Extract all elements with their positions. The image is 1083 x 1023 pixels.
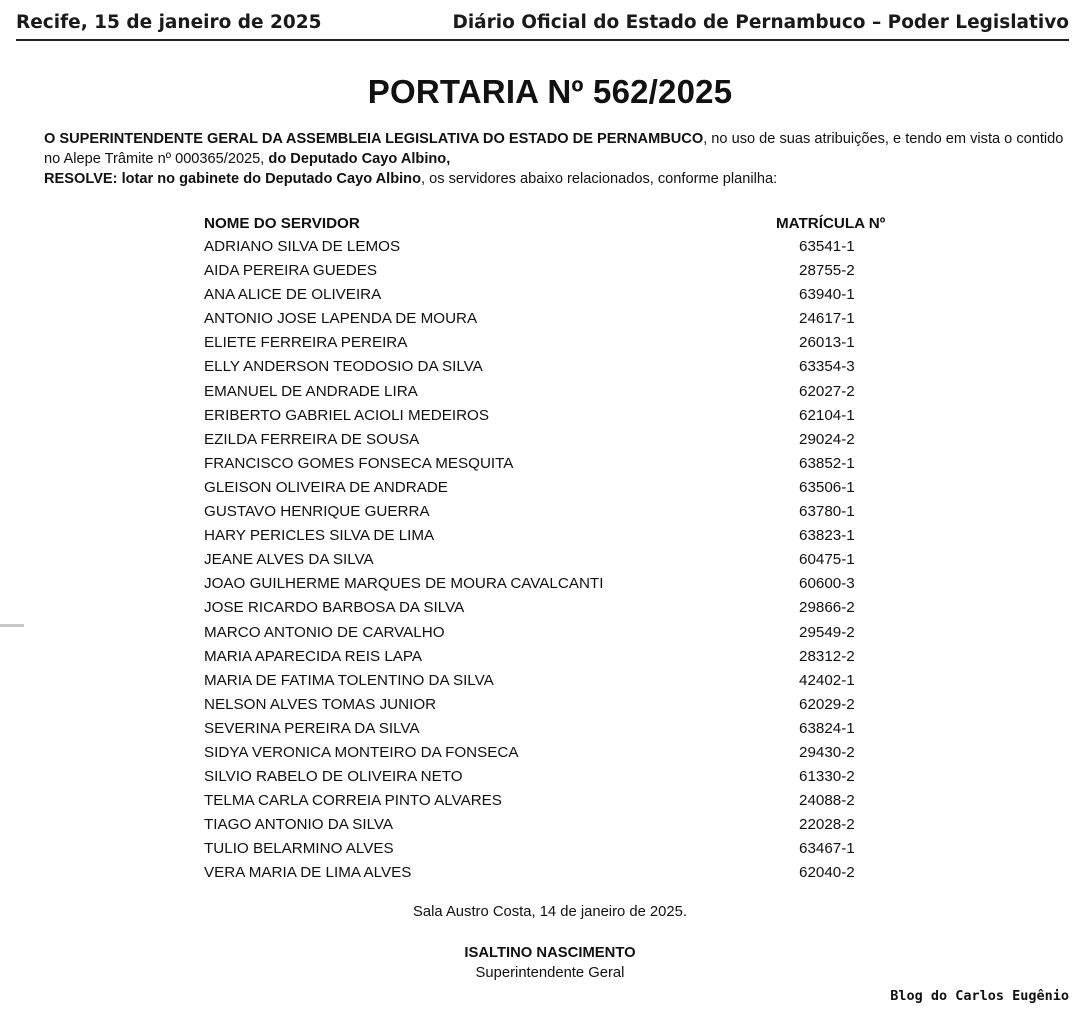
table-row [204, 548, 939, 572]
server-name: GLEISON OLIVEIRA DE ANDRADE [204, 478, 448, 496]
server-registration: 63506-1 [799, 478, 855, 496]
place-date: Sala Austro Costa, 14 de janeiro de 2025. [413, 904, 687, 920]
server-registration: 24088-2 [799, 792, 855, 810]
table-row [204, 837, 939, 861]
server-registration: 28755-2 [799, 262, 855, 280]
server-name: MARIA APARECIDA REIS LAPA [204, 647, 423, 665]
blog-watermark: Blog do Carlos Eugênio [890, 988, 1069, 1004]
server-registration: 62104-1 [799, 406, 855, 424]
table-row [204, 428, 939, 452]
server-registration: 42402-1 [799, 671, 855, 689]
server-name: AIDA PEREIRA GUEDES [204, 262, 378, 280]
server-name: VERA MARIA DE LIMA ALVES [204, 864, 412, 882]
intro-resolve: RESOLVE: lotar no gabinete do Deputado Cayo Albino [44, 171, 422, 187]
document-title: PORTARIA Nº 562/2025 [367, 73, 733, 110]
table-row [204, 789, 939, 813]
server-registration: 63824-1 [799, 719, 855, 737]
margin-mark [0, 624, 24, 627]
server-name: GUSTAVO HENRIQUE GUERRA [204, 503, 430, 521]
server-name: TULIO BELARMINO ALVES [204, 840, 394, 858]
table-body [204, 235, 939, 886]
table-row [204, 765, 939, 789]
column-header-registration: MATRÍCULA Nº [776, 215, 886, 232]
server-name: ANTONIO JOSE LAPENDA DE MOURA [204, 310, 478, 328]
table-row [204, 307, 939, 331]
table-row [204, 476, 939, 500]
server-registration: 63541-1 [799, 238, 855, 255]
table-row [204, 621, 939, 645]
intro-authority: O SUPERINTENDENTE GERAL DA ASSEMBLEIA LEGISLATIVA DO ESTADO DE PERNAMBUCO [44, 131, 704, 147]
server-name: FRANCISCO GOMES FONSECA MESQUITA [204, 454, 514, 472]
table-row [204, 380, 939, 404]
server-registration: 24617-1 [799, 310, 855, 328]
server-name: ADRIANO SILVA DE LEMOS [204, 238, 401, 255]
header-publication: Diário Oficial do Estado de Pernambuco – Poder Legislativo [452, 12, 1069, 33]
server-name: MARIA DE FATIMA TOLENTINO DA SILVA [204, 671, 494, 689]
table-row [204, 741, 939, 765]
server-name: ELIETE FERREIRA PEREIRA [204, 334, 408, 352]
server-name: ANA ALICE DE OLIVEIRA [204, 286, 382, 304]
server-name: MARCO ANTONIO DE CARVALHO [204, 623, 445, 641]
signer-role: Superintendente Geral [475, 965, 625, 981]
server-name: NELSON ALVES TOMAS JUNIOR [204, 695, 437, 713]
server-registration: 29430-2 [799, 743, 855, 761]
server-registration: 29024-2 [799, 430, 855, 448]
server-registration: 62029-2 [799, 695, 855, 713]
server-name: ELLY ANDERSON TEODOSIO DA SILVA [204, 358, 483, 376]
intro-text-1: , no uso de suas atribuições, e tendo em vista o contido no Alepe Trâmite nº 000365/2025, [44, 131, 1064, 167]
table-row [204, 259, 939, 283]
server-registration: 29549-2 [799, 623, 855, 641]
table-row [204, 283, 939, 307]
servers-table [204, 213, 939, 886]
server-name: JOAO GUILHERME MARQUES DE MOURA CAVALCANTI [204, 575, 604, 593]
table-row [204, 331, 939, 355]
table-row [204, 813, 939, 837]
server-registration: 62040-2 [799, 864, 855, 882]
server-registration: 61330-2 [799, 768, 855, 786]
server-registration: 63354-3 [799, 358, 855, 376]
table-row [204, 861, 939, 885]
server-registration: 29866-2 [799, 599, 855, 617]
table-row [204, 717, 939, 741]
servers-table-wrapper [204, 213, 939, 886]
header-date: Recife, 15 de janeiro de 2025 [16, 12, 322, 33]
table-row [204, 645, 939, 669]
table-row [204, 693, 939, 717]
table-row [204, 235, 939, 259]
table-row [204, 355, 939, 379]
server-registration: 60475-1 [799, 551, 855, 569]
server-name: JEANE ALVES DA SILVA [204, 551, 374, 569]
table-row [204, 500, 939, 524]
server-registration: 62027-2 [799, 382, 855, 400]
page-header [16, 10, 1069, 41]
server-name: TELMA CARLA CORREIA PINTO ALVARES [204, 792, 502, 810]
server-registration: 28312-2 [799, 647, 855, 665]
server-name: EMANUEL DE ANDRADE LIRA [204, 382, 418, 400]
server-registration: 22028-2 [799, 816, 855, 834]
server-name: SIDYA VERONICA MONTEIRO DA FONSECA [204, 743, 519, 761]
server-registration: 63780-1 [799, 503, 855, 521]
table-row [204, 669, 939, 693]
server-name: TIAGO ANTONIO DA SILVA [204, 816, 394, 834]
intro-deputy: do Deputado Cayo Albino, [268, 151, 451, 167]
server-registration: 63467-1 [799, 840, 855, 858]
server-name: SEVERINA PEREIRA DA SILVA [204, 719, 420, 737]
server-name: ERIBERTO GABRIEL ACIOLI MEDEIROS [204, 406, 489, 424]
intro-paragraph [44, 129, 1064, 189]
table-row [204, 524, 939, 548]
table-row [204, 404, 939, 428]
server-name: SILVIO RABELO DE OLIVEIRA NETO [204, 768, 463, 786]
table-row [204, 596, 939, 620]
server-name: HARY PERICLES SILVA DE LIMA [204, 527, 435, 545]
signer-name: ISALTINO NASCIMENTO [464, 945, 636, 961]
table-header-row [204, 213, 939, 235]
server-registration: 63852-1 [799, 454, 855, 472]
server-registration: 63940-1 [799, 286, 855, 304]
server-registration: 26013-1 [799, 334, 855, 352]
server-name: JOSE RICARDO BARBOSA DA SILVA [204, 599, 465, 617]
server-registration: 60600-3 [799, 575, 855, 593]
intro-text-2: , os servidores abaixo relacionados, conforme planilha: [421, 171, 778, 187]
column-header-name: NOME DO SERVIDOR [204, 215, 360, 232]
server-name: EZILDA FERREIRA DE SOUSA [204, 430, 420, 448]
table-row [204, 572, 939, 596]
table-row [204, 452, 939, 476]
server-registration: 63823-1 [799, 527, 855, 545]
